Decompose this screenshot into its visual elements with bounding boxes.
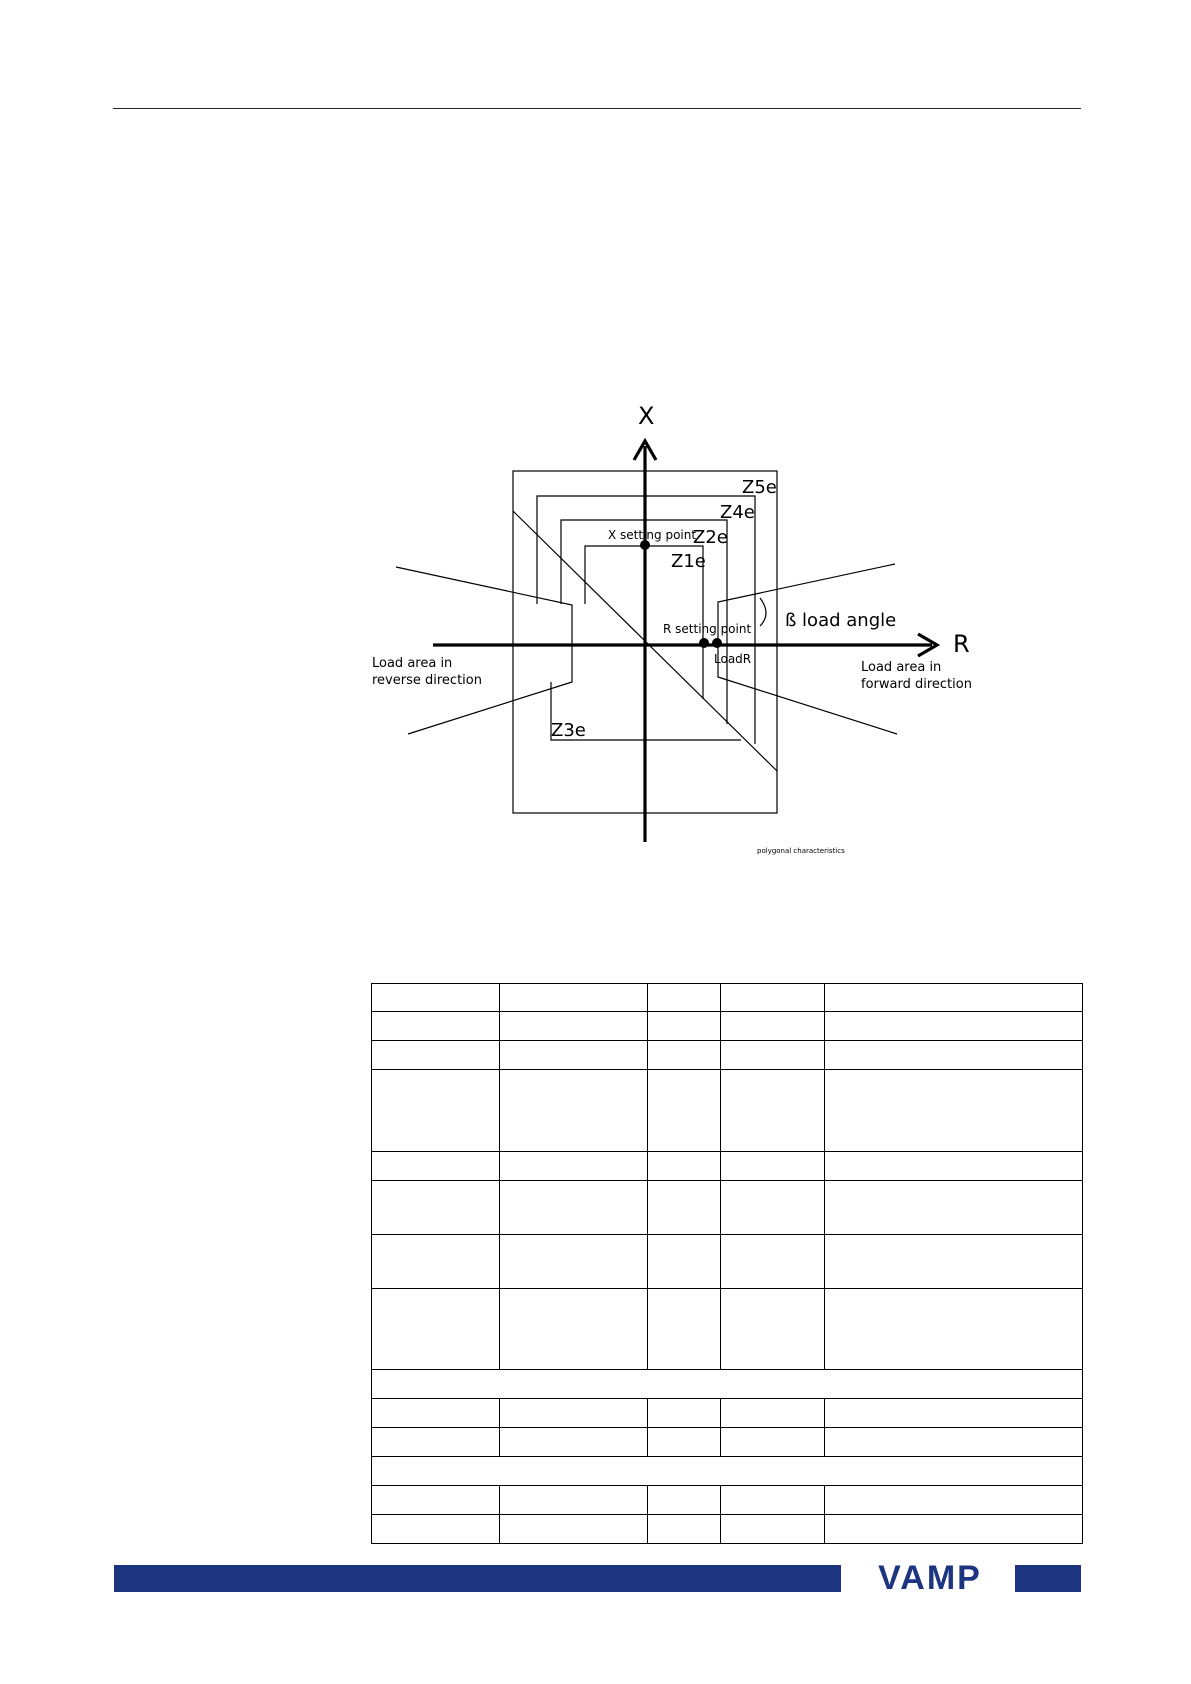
table-row xyxy=(372,1152,1083,1181)
load-reverse-label-1: Load area in xyxy=(372,656,453,671)
zone-z1-label: Z1e xyxy=(671,551,706,572)
table-row xyxy=(372,1515,1083,1544)
table-row xyxy=(372,984,1083,1012)
load-forward-label-2: forward direction xyxy=(861,677,972,692)
table-row xyxy=(372,1235,1083,1289)
table-row xyxy=(372,1181,1083,1235)
table-row xyxy=(372,1070,1083,1152)
load-area-reverse xyxy=(396,567,572,734)
diagram-caption: polygonal characteristics xyxy=(757,847,845,855)
axis-x-label: X xyxy=(638,402,655,430)
table-row xyxy=(372,1486,1083,1515)
table-row xyxy=(372,1399,1083,1428)
zone-z2-label: Z2e xyxy=(693,527,728,548)
load-area-forward xyxy=(718,564,897,734)
load-reverse-label-2: reverse direction xyxy=(372,673,482,688)
x-setting-point-label: X setting point xyxy=(608,528,697,542)
table-row xyxy=(372,1289,1083,1370)
table-section-row xyxy=(372,1457,1083,1486)
load-forward-label-1: Load area in xyxy=(861,660,942,675)
loadr-marker xyxy=(712,638,722,648)
table-row xyxy=(372,1428,1083,1457)
zone-z5-label: Z5e xyxy=(742,477,777,498)
zone-z3-label: Z3e xyxy=(551,720,586,741)
footer-bar-left xyxy=(114,1565,841,1592)
loadr-label: LoadR xyxy=(714,652,752,666)
r-setting-point-marker xyxy=(699,638,709,648)
load-angle-arc xyxy=(760,598,766,626)
zone-z4-label: Z4e xyxy=(720,502,755,523)
table-section-row xyxy=(372,1370,1083,1399)
footer-bar-right xyxy=(1015,1565,1081,1592)
axis-r-label: R xyxy=(953,630,970,658)
vamp-logo: VAMP xyxy=(878,1559,982,1597)
footer-bar xyxy=(114,1559,1081,1597)
load-angle-label: ß load angle xyxy=(785,610,897,631)
table-row xyxy=(372,1041,1083,1070)
r-setting-point-label: R setting point xyxy=(663,622,752,636)
parameter-table xyxy=(371,983,1083,1544)
table-row xyxy=(372,1012,1083,1041)
